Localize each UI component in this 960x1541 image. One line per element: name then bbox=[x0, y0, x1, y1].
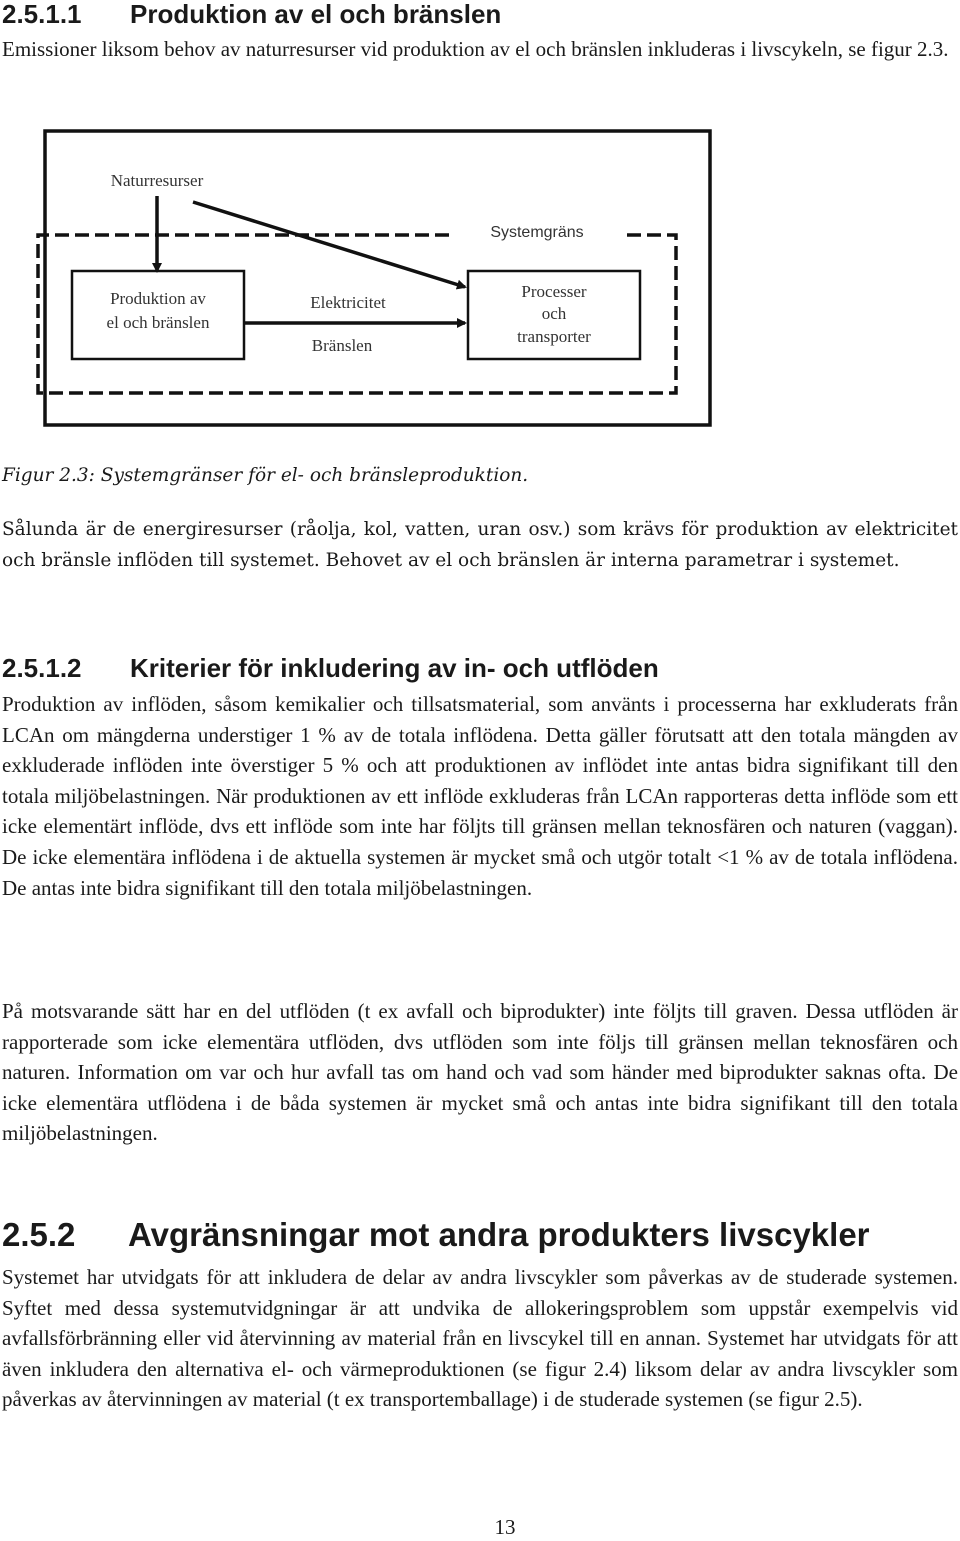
system-boundary-label: Systemgräns bbox=[490, 224, 584, 241]
fuels-label: Bränslen bbox=[311, 336, 373, 355]
section-number: 2.5.2 bbox=[2, 1216, 76, 1253]
resources-to-processes-arrow bbox=[193, 202, 465, 287]
processes-label-line1: Processer bbox=[521, 282, 587, 301]
production-label-line2: el och bränslen bbox=[106, 313, 210, 332]
section-title: Produktion av el och bränslen bbox=[130, 0, 502, 29]
processes-label-line2: och bbox=[541, 304, 567, 323]
outflows-paragraph: På motsvarande sätt har en del utflöden (t ex avfall och biprodukter) inte följts till graven. Dessa utflöden är rapporterade som icke elementära utflöden, dvs utflöden som inte följs till gränsen mellan teknosfären och naturen. Information om var och hur avfall tas om hand och vad som händer med biprodukter saknas ofta. De icke elementära utflödena i de båda systemen är mycket små och antas inte bidra signifikant till den totala miljöbelastningen. bbox=[2, 999, 958, 1146]
section-heading-252 bbox=[2, 1214, 870, 1256]
page-number: 13 bbox=[494, 1515, 516, 1539]
intro-paragraph: Emissioner liksom behov av naturresurser vid produktion av el och bränslen inkluderas i livscykeln, se figur 2.3. bbox=[2, 37, 949, 61]
production-label-line1: Produktion av bbox=[110, 289, 206, 308]
system-expansion-paragraph: Systemet har utvidgats för att inkludera de delar av andra livscykler som påverkas av de studerade systemen. Syftet med dessa systemutvidgningar är att undvika de allokeringsproblem som uppstår exempelvis vid avfallsförbränning eller vid återvinning av material från en livscykel till en annan. Systemet har utvidgats för att även inkludera den alternativa el- och värmeproduktionen (se figur 2.4) liksom delar av andra livscykler som påverkas av återvinningen av material (t ex transportemballage) i de studerade systemen (se figur 2.5). bbox=[2, 1265, 958, 1412]
section-heading-2512 bbox=[2, 648, 659, 688]
section-title: Kriterier för inkludering av in- och utflöden bbox=[130, 653, 659, 683]
energy-resources-paragraph: Sålunda är de energiresurser (råolja, kol, vatten, uran osv.) som krävs för produktion av elektricitet och bränsle inflöden till systemet. Behovet av el och bränslen är interna parametrar i systemet. bbox=[2, 519, 958, 571]
section-title: Avgränsningar mot andra produkters livscykler bbox=[128, 1216, 870, 1253]
inclusion-criteria-paragraph: Produktion av inflöden, såsom kemikalier och tillsatsmaterial, som använts i processerna har exkluderats från LCAn om mängderna understiger 1 % av de totala inflödena. Detta gäller förutsatt att den totala mängden av exkluderade inflöden inte överstiger 5 % och att produktionen av inflödet inte antas bidra signifikant till den totala miljöbelastningen. När produktionen av ett inflöde exkluderas från LCAn rapporteras detta inflöde som ett icke elementärt inflöde, dvs ett inflöde som inte har följts till gränsen mellan teknosfären och naturen (vaggan). De icke elementära inflödena i de aktuella systemen är mycket små och utgör totalt <1 % av de totala inflödena. De antas inte bidra signifikant till den totala miljöbelastningen. bbox=[2, 692, 958, 900]
natural-resources-label: Naturresurser bbox=[110, 171, 204, 190]
section-number: 2.5.1.1 bbox=[2, 0, 82, 29]
figure-caption: Figur 2.3: Systemgränser för el- och bränsleproduktion. bbox=[2, 465, 529, 486]
system-boundary-figure bbox=[0, 0, 960, 440]
electricity-label: Elektricitet bbox=[310, 293, 386, 312]
processes-label-line3: transporter bbox=[517, 327, 591, 346]
section-number: 2.5.1.2 bbox=[2, 653, 82, 683]
